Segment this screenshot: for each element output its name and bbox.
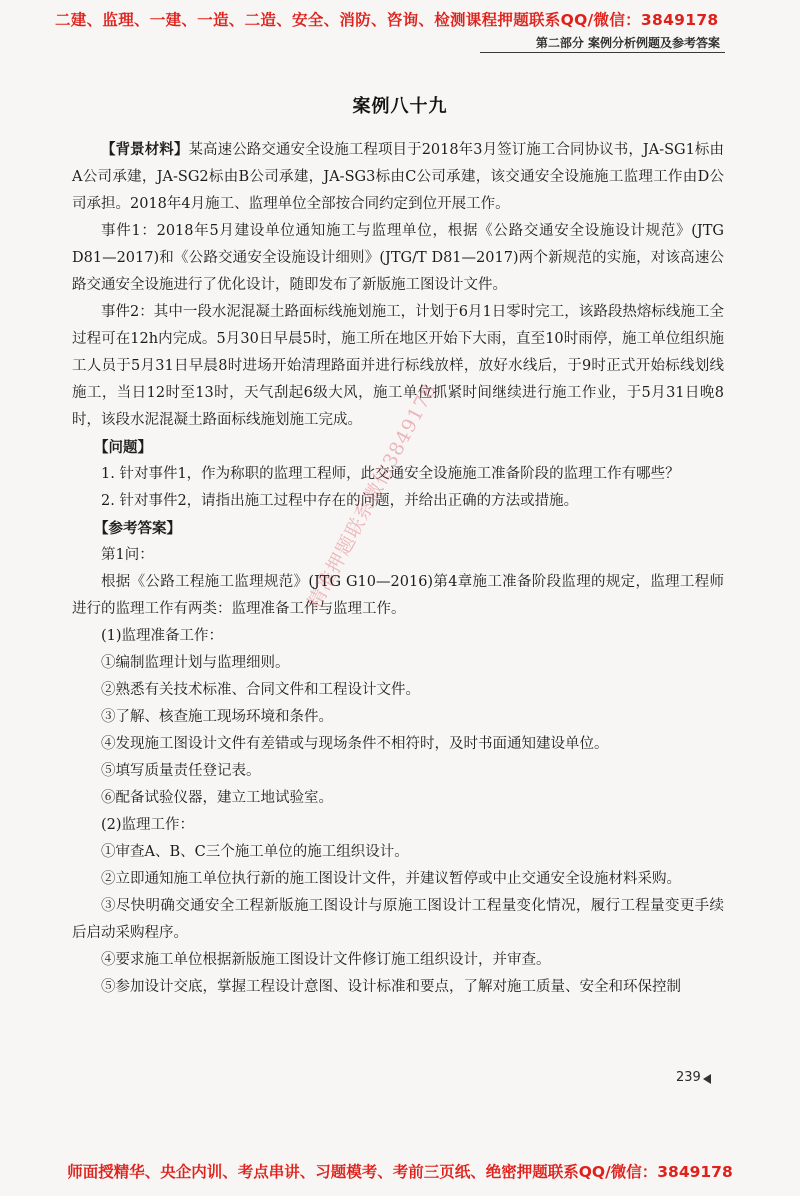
promo-banner-top: 二建、监理、一建、一造、二造、安全、消防、咨询、检测课程押题联系QQ/微信：3849178: [55, 11, 719, 29]
prep-item: ⑥配备试验仪器，建立工地试验室。: [101, 790, 333, 806]
background-label: 【背景材料】: [101, 141, 189, 158]
work-item: ②立即通知施工单位执行新的施工图设计文件，并建议暂停或中止交通安全设施材料采购。: [101, 871, 681, 887]
page-arrow-icon: [703, 1074, 711, 1084]
prep-item: ①编制监理计划与监理细则。: [101, 655, 290, 671]
question-2: 2. 针对事件2，请指出施工过程中存在的问题，并给出正确的方法或措施。: [101, 493, 579, 509]
question-1: 1. 针对事件1，作为称职的监理工程师，此交通安全设施施工准备阶段的监理工作有哪些？: [101, 466, 680, 482]
supervision-work-label: (2)监理工作：: [101, 817, 195, 833]
page-number: 239: [676, 1070, 701, 1085]
questions-label: 【问题】: [94, 439, 152, 456]
answer-part-1-label: 第1问：: [101, 547, 154, 563]
event-1-paragraph: 事件1：2018年5月建设单位通知施工与监理单位，根据《公路交通安全设施设计规范》(JTG D81—2017)和《公路交通安全设施设计细则》(JTG/T D81—2017)两个新规范的实施，对该高速公路交通安全设施进行了优化设计，随即发布了新版施工图设计文件。: [72, 223, 725, 293]
answer-intro: 根据《公路工程施工监理规范》(JTG G10—2016)第4章施工准备阶段监理的规定，监理工程师进行的监理工作有两类：监理准备工作与监理工作。: [72, 574, 724, 617]
background-paragraph: [72, 136, 724, 218]
answer-label: 【参考答案】: [94, 520, 181, 537]
page-title: 案例八十九: [352, 96, 448, 117]
watermark: 精准押题联系微信3849178: [303, 379, 442, 613]
prep-item: ③了解、核查施工现场环境和条件。: [101, 709, 333, 725]
work-item: ①审查A、B、C三个施工单位的施工组织设计。: [101, 844, 409, 860]
prep-work-label: (1)监理准备工作：: [101, 628, 224, 644]
work-item: ③尽快明确交通安全工程新版施工图设计与原施工图设计工程量变化情况，履行工程量变更手续后启动采购程序。: [72, 898, 724, 941]
running-head: 第二部分 案例分析例题及参考答案: [535, 36, 720, 50]
prep-item: ②熟悉有关技术标准、合同文件和工程设计文件。: [101, 682, 420, 698]
work-item: ④要求施工单位根据新版施工图设计文件修订施工组织设计，并审查。: [101, 952, 551, 968]
promo-banner-bottom: 师面授精华、央企内训、考点串讲、习题模考、考前三页纸、绝密押题联系QQ/微信：3849178: [67, 1163, 733, 1181]
background-text: 某高速公路交通安全设施工程项目于2018年3月签订施工合同协议书，JA-SG1标由A公司承建，JA-SG2标由B公司承建，JA-SG3标由C公司承建，该交通安全设施施工监理工作由D公司承担。2018年4月施工、监理单位全部按合同约定到位开展工作。: [72, 142, 724, 212]
work-item: ⑤参加设计交底，掌握工程设计意图、设计标准和要点，了解对施工质量、安全和环保控制: [101, 979, 681, 995]
header-rule: [480, 52, 725, 53]
document-body: [72, 136, 724, 1001]
prep-item: ④发现施工图设计文件有差错或与现场条件不相符时，及时书面通知建设单位。: [101, 736, 609, 752]
prep-item: ⑤填写质量责任登记表。: [101, 763, 261, 779]
event-2-paragraph: 事件2：其中一段水泥混凝土路面标线施划施工，计划于6月1日零时完工，该路段热熔标线施工全过程可在12h内完成。5月30日早晨5时，施工所在地区开始下大雨，直至10时雨停，施工单位组织施工人员于5月31日早晨8时进场开始清理路面并进行标线放样，放好水线后，于9时正式开始标线划线施工，当日12时至13时，天气刮起6级大风，施工单位抓紧时间继续进行施工作业，于5月31日晚8时，该段水泥混凝土路面标线施划施工完成。: [72, 304, 724, 428]
